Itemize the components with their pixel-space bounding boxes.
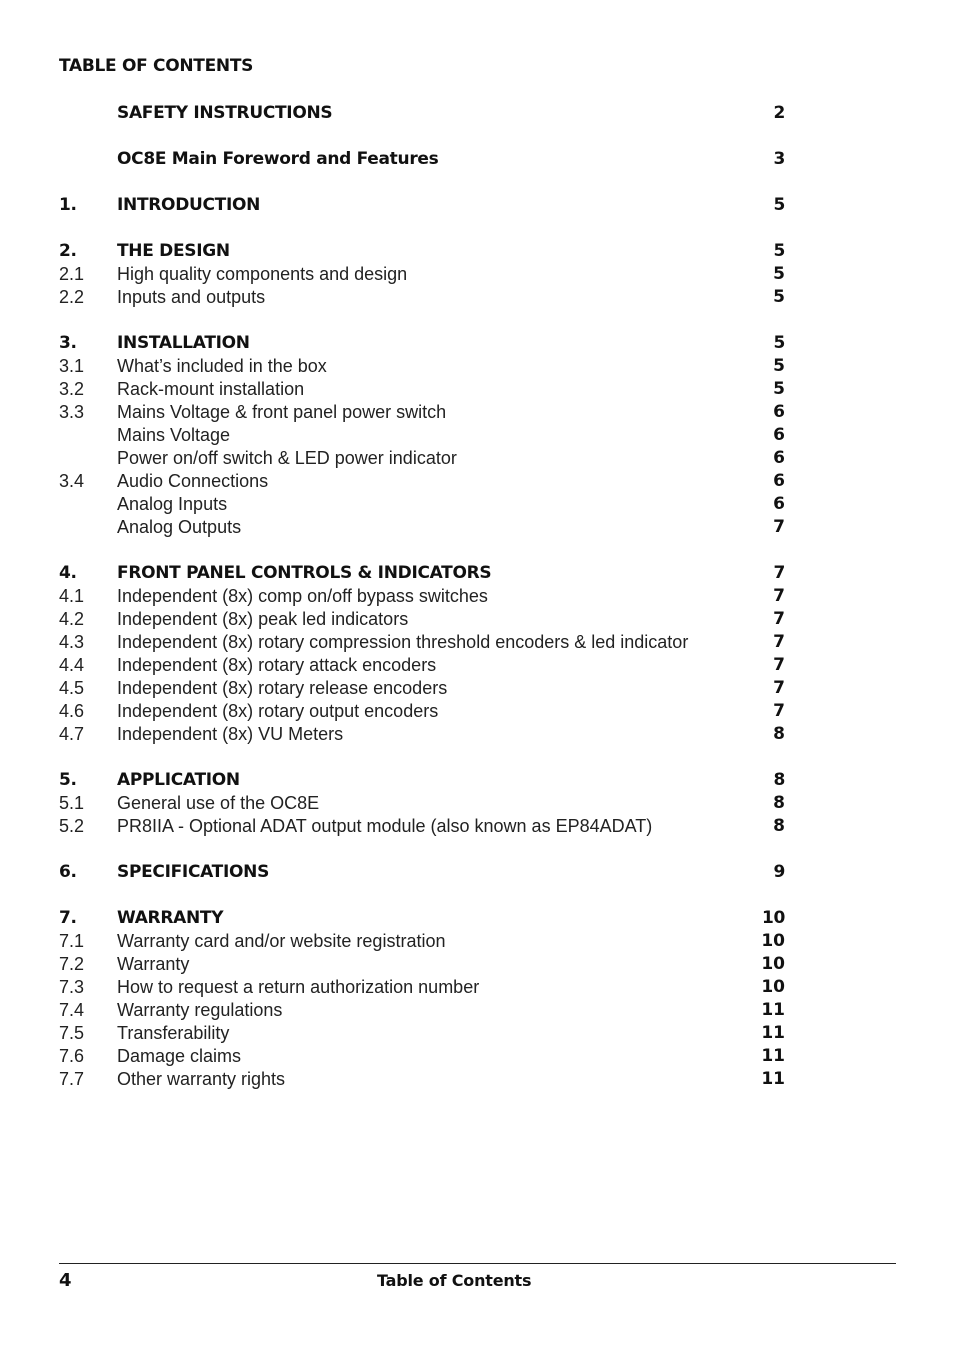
toc-subsection-entry — [59, 723, 787, 746]
toc-entry-label: Independent (8x) comp on/off bypass switches — [117, 586, 488, 606]
toc-section-entry — [59, 148, 787, 171]
toc-entry-label: General use of the OC8E — [117, 793, 320, 813]
page-title: TABLE OF CONTENTS — [59, 56, 254, 76]
toc-subsection-entry — [59, 516, 787, 539]
footer-page-number: 4 — [59, 1270, 72, 1291]
toc-entry-page: 10 — [761, 977, 785, 997]
toc-entry-page: 7 — [773, 701, 785, 721]
toc-spacer — [59, 125, 787, 148]
toc-entry-label: Independent (8x) VU Meters — [117, 724, 344, 744]
toc-entry-number: 4.6 — [59, 701, 85, 721]
toc-entry-label: WARRANTY — [117, 908, 224, 928]
toc-entry-label: Other warranty rights — [117, 1069, 286, 1089]
toc-entry-page: 6 — [773, 494, 785, 514]
toc-entry-page: 5 — [773, 333, 785, 353]
toc-entry-label: How to request a return authorization number — [117, 977, 480, 997]
toc-entry-label: Independent (8x) peak led indicators — [117, 609, 409, 629]
toc-entry-page: 8 — [773, 816, 785, 836]
toc-entry-page: 11 — [761, 1000, 785, 1020]
toc-entry-number: 3.4 — [59, 471, 85, 491]
toc-entry-number: 7.2 — [59, 954, 85, 974]
toc-section-entry — [59, 769, 787, 792]
toc-entry-number: 7.7 — [59, 1069, 85, 1089]
toc-subsection-entry — [59, 470, 787, 493]
toc-subsection-entry — [59, 1045, 787, 1068]
toc-entry-page: 5 — [773, 356, 785, 376]
toc-section-entry — [59, 332, 787, 355]
toc-entry-page: 6 — [773, 402, 785, 422]
toc-entry-page: 5 — [773, 287, 785, 307]
toc-entry-page: 11 — [761, 1046, 785, 1066]
toc-section-entry — [59, 240, 787, 263]
toc-entry-number: 2.2 — [59, 287, 85, 307]
toc-entry-page: 5 — [773, 195, 785, 215]
toc-entry-page: 7 — [773, 632, 785, 652]
toc-entry-label: Warranty — [117, 954, 190, 974]
toc-subsection-entry — [59, 631, 787, 654]
toc-spacer — [59, 746, 787, 769]
toc-entry-page: 7 — [773, 517, 785, 537]
toc-entry-label: APPLICATION — [117, 770, 240, 790]
toc-subsection-entry — [59, 447, 787, 470]
toc-section-entry — [59, 907, 787, 930]
toc-entry-number: 7. — [59, 908, 77, 928]
toc-entry-page: 5 — [773, 241, 785, 261]
toc-entry-number: 4.5 — [59, 678, 85, 698]
toc-entry-page: 10 — [761, 931, 785, 951]
toc-entry-label: SAFETY INSTRUCTIONS — [117, 103, 333, 123]
toc-entry-page: 7 — [773, 563, 785, 583]
toc-subsection-entry — [59, 378, 787, 401]
toc-entry-label: Independent (8x) rotary compression threshold encoders & led indicator — [117, 632, 689, 652]
toc-entry-number: 2.1 — [59, 264, 85, 284]
toc-subsection-entry — [59, 1022, 787, 1045]
toc-entry-number: 3.1 — [59, 356, 85, 376]
toc-entry-number: 4.3 — [59, 632, 85, 652]
toc-entry-number: 3. — [59, 333, 77, 353]
toc-entry-page: 8 — [773, 793, 785, 813]
toc-subsection-entry — [59, 263, 787, 286]
toc-entry-page: 8 — [773, 770, 785, 790]
toc-entry-label: Mains Voltage & front panel power switch — [117, 402, 447, 422]
toc-spacer — [59, 171, 787, 194]
toc-entry-page: 5 — [773, 379, 785, 399]
toc-entry-number: 7.3 — [59, 977, 85, 997]
toc-entry-page: 11 — [761, 1069, 785, 1089]
toc-spacer — [59, 539, 787, 562]
toc-section-entry — [59, 562, 787, 585]
toc-entry-page: 7 — [773, 586, 785, 606]
toc-subsection-entry — [59, 976, 787, 999]
toc-subsection-entry — [59, 424, 787, 447]
toc-subsection-entry — [59, 700, 787, 723]
toc-entry-label: INSTALLATION — [117, 333, 250, 353]
toc-entry-label: High quality components and design — [117, 264, 408, 284]
toc-entry-label: FRONT PANEL CONTROLS & INDICATORS — [117, 563, 492, 583]
toc-entry-label: Rack-mount installation — [117, 379, 305, 399]
toc-entry-label: Audio Connections — [117, 471, 269, 491]
toc-list — [59, 102, 787, 1091]
toc-subsection-entry — [59, 815, 787, 838]
toc-entry-label: Independent (8x) rotary release encoders — [117, 678, 448, 698]
toc-entry-number: 5. — [59, 770, 77, 790]
footer-title: Table of Contents — [377, 1271, 532, 1290]
toc-subsection-entry — [59, 953, 787, 976]
toc-subsection-entry — [59, 608, 787, 631]
toc-entry-page: 10 — [761, 954, 785, 974]
toc-subsection-entry — [59, 401, 787, 424]
toc-spacer — [59, 217, 787, 240]
toc-entry-page: 7 — [773, 609, 785, 629]
toc-subsection-entry — [59, 654, 787, 677]
toc-entry-label: INTRODUCTION — [117, 195, 261, 215]
toc-subsection-entry — [59, 792, 787, 815]
toc-entry-number: 5.1 — [59, 793, 85, 813]
toc-entry-label: Damage claims — [117, 1046, 242, 1066]
toc-subsection-entry — [59, 999, 787, 1022]
toc-entry-number: 3.3 — [59, 402, 85, 422]
footer-divider — [59, 1263, 896, 1264]
toc-entry-label: Warranty card and/or website registration — [117, 931, 446, 951]
toc-entry-label: Warranty regulations — [117, 1000, 283, 1020]
toc-entry-page: 11 — [761, 1023, 785, 1043]
toc-entry-label: Inputs and outputs — [117, 287, 266, 307]
toc-entry-label: OC8E Main Foreword and Features — [117, 149, 439, 169]
toc-entry-page: 2 — [773, 103, 785, 123]
toc-entry-page: 9 — [773, 862, 785, 882]
toc-entry-number: 7.1 — [59, 931, 85, 951]
toc-spacer — [59, 884, 787, 907]
toc-entry-label: Power on/off switch & LED power indicator — [117, 448, 457, 468]
toc-entry-number: 7.6 — [59, 1046, 85, 1066]
toc-subsection-entry — [59, 677, 787, 700]
toc-entry-page: 8 — [773, 724, 785, 744]
toc-entry-number: 4.2 — [59, 609, 85, 629]
toc-entry-label: PR8IIA - Optional ADAT output module (also known as EP84ADAT) — [117, 816, 653, 836]
toc-entry-label: Independent (8x) rotary output encoders — [117, 701, 439, 721]
toc-entry-number: 6. — [59, 862, 77, 882]
toc-spacer — [59, 838, 787, 861]
toc-entry-number: 4.7 — [59, 724, 85, 744]
toc-section-entry — [59, 194, 787, 217]
toc-entry-page: 6 — [773, 425, 785, 445]
toc-entry-label: Analog Outputs — [117, 517, 242, 537]
toc-entry-number: 4.1 — [59, 586, 85, 606]
toc-entry-label: Transferability — [117, 1023, 230, 1043]
toc-entry-page: 3 — [773, 149, 785, 169]
toc-subsection-entry — [59, 585, 787, 608]
toc-entry-number: 7.5 — [59, 1023, 85, 1043]
toc-entry-label: Mains Voltage — [117, 425, 231, 445]
toc-entry-page: 5 — [773, 264, 785, 284]
toc-entry-page: 10 — [761, 908, 785, 928]
toc-entry-label: What’s included in the box — [117, 356, 327, 376]
toc-subsection-entry — [59, 930, 787, 953]
toc-section-entry — [59, 861, 787, 884]
toc-entry-label: Independent (8x) rotary attack encoders — [117, 655, 437, 675]
toc-entry-number: 4.4 — [59, 655, 85, 675]
toc-entry-page: 7 — [773, 655, 785, 675]
toc-entry-page: 6 — [773, 471, 785, 491]
toc-entry-page: 7 — [773, 678, 785, 698]
toc-section-entry — [59, 102, 787, 125]
toc-spacer — [59, 309, 787, 332]
toc-entry-number: 4. — [59, 563, 77, 583]
toc-entry-number: 1. — [59, 195, 77, 215]
toc-subsection-entry — [59, 493, 787, 516]
toc-entry-label: SPECIFICATIONS — [117, 862, 270, 882]
toc-entry-number: 3.2 — [59, 379, 85, 399]
toc-entry-label: THE DESIGN — [117, 241, 230, 261]
toc-subsection-entry — [59, 355, 787, 378]
toc-subsection-entry — [59, 286, 787, 309]
toc-entry-number: 7.4 — [59, 1000, 85, 1020]
toc-entry-page: 6 — [773, 448, 785, 468]
toc-entry-number: 5.2 — [59, 816, 85, 836]
toc-subsection-entry — [59, 1068, 787, 1091]
toc-entry-label: Analog Inputs — [117, 494, 228, 514]
toc-entry-number: 2. — [59, 241, 77, 261]
